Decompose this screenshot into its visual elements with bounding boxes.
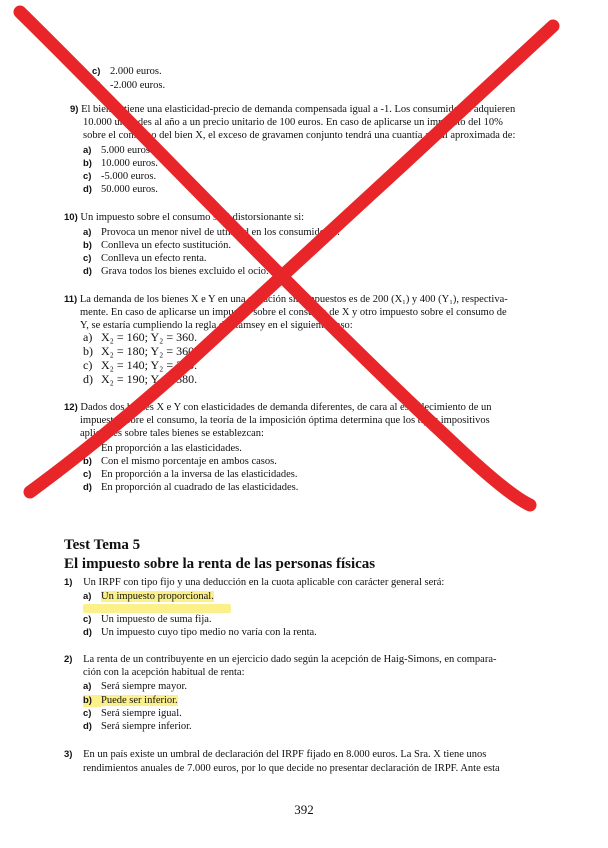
q11-line-2: mente. En caso de aplicarse un impuesto sobre el consumo de X y otro impuesto sobre el consumo de <box>80 307 507 318</box>
option-text: Un impuesto cuyo tipo medio no varía con la renta. <box>101 627 317 638</box>
option-text-highlighted: Un impuesto proporcional. <box>101 591 214 602</box>
option-text: 2.000 euros. <box>110 66 162 77</box>
question-number: 2) <box>64 654 73 665</box>
highlight-mark <box>83 604 231 613</box>
q12-option-a <box>83 443 242 455</box>
page-number: 392 <box>294 802 314 817</box>
option-label: d) <box>83 266 92 277</box>
option-text: Será siempre igual. <box>101 708 182 719</box>
q12-line-2: impuesto sobre el consumo, la teoría de la imposición óptima determina que los tipos impositivos <box>80 415 490 426</box>
option-label: b) <box>83 344 93 358</box>
t2-line-2: ción con la acepción habitual de renta: <box>83 667 245 678</box>
t1-option-d <box>83 627 317 639</box>
q10-line-1 <box>64 212 304 224</box>
q11-option-d <box>83 373 197 385</box>
option-text: Conlleva un efecto sustitución. <box>101 240 232 251</box>
q11-line-3: Y, se estaría cumpliendo la regla de Ramsey en el siguiente caso: <box>80 320 353 331</box>
q12-option-c <box>83 469 298 481</box>
t2-option-b <box>83 695 178 707</box>
q11-option-a <box>83 331 197 343</box>
option-text: En proporción a las elasticidades. <box>101 443 242 454</box>
option-text: Grava todos los bienes excluido el ocio. <box>101 266 269 277</box>
test-subtitle: El impuesto sobre la renta de las personas físicas <box>64 556 376 572</box>
option-label: a) <box>83 591 92 602</box>
q10-option-a <box>83 227 340 239</box>
option-text: Será siempre mayor. <box>101 681 188 692</box>
q10-option-d <box>83 266 269 278</box>
q9-line-2: 10.000 unidades al año a un precio unitario de 100 euros. En caso de aplicarse un impuesto del 10% <box>83 117 503 128</box>
option-label: c) <box>83 708 92 719</box>
q10-option-b <box>83 240 231 252</box>
option-label: d) <box>83 627 92 638</box>
option-label: a) <box>83 227 92 238</box>
question-number: 10) <box>64 212 78 223</box>
question-number: 3) <box>64 749 73 760</box>
option-text: 50.000 euros. <box>101 184 158 195</box>
option-text: -5.000 euros. <box>101 171 157 182</box>
question-number: 12) <box>64 402 78 413</box>
option-label: d) <box>92 80 101 91</box>
option-text-highlighted: Puede ser inferior. <box>101 695 178 706</box>
q11-option-b <box>83 345 197 357</box>
q11-option-c <box>83 359 197 371</box>
t1-option-a <box>83 591 214 603</box>
option-label: b) <box>83 695 101 707</box>
q9-option-d <box>83 184 158 196</box>
prev-option-d <box>92 80 165 92</box>
option-text: En proporción a la inversa de las elasticidades. <box>101 469 298 480</box>
option-label: a) <box>83 330 93 344</box>
option-text: X₂ = 190; Y₂ = 380. <box>101 372 198 386</box>
option-label: b) <box>83 240 92 251</box>
option-text: 10.000 euros. <box>101 158 158 169</box>
question-number: 9) <box>70 104 79 115</box>
option-label: c) <box>83 253 92 264</box>
question-text: En un país existe un umbral de declaración del IRPF fijado en 8.000 euros. La Sra. X tiene unos <box>83 749 487 760</box>
question-number: 11) <box>64 294 78 305</box>
option-text: X₂ = 180; Y₂ = 360. <box>101 344 198 358</box>
option-label: a) <box>83 443 92 454</box>
option-label: c) <box>92 66 101 77</box>
q9-option-c <box>83 171 156 183</box>
test-title: Test Tema 5 <box>64 537 141 553</box>
option-label: d) <box>83 372 93 386</box>
question-text: Un IRPF con tipo fijo y una deducción en la cuota aplicable con carácter general será: <box>83 577 445 588</box>
q12-line-1 <box>64 402 492 414</box>
option-label: a) <box>83 145 92 156</box>
q9-line-3: sobre el consumo del bien X, el exceso de gravamen conjunto tendrá una cuantía anual aproximada de: <box>83 130 516 141</box>
t3-line-1 <box>64 749 486 761</box>
option-label: c) <box>83 614 92 625</box>
prev-option-c <box>92 66 162 78</box>
option-label: c) <box>83 469 92 480</box>
option-text: X₂ = 140; Y₂ = 280. <box>101 358 198 372</box>
option-text: Con el mismo porcentaje en ambos casos. <box>101 456 277 467</box>
t2-option-d <box>83 721 192 733</box>
option-label: b) <box>83 158 92 169</box>
q9-option-a <box>83 145 153 157</box>
t2-line-1 <box>64 654 497 666</box>
q10-option-c <box>83 253 207 265</box>
q9-option-b <box>83 158 158 170</box>
option-text: Un impuesto de suma fija. <box>101 614 212 625</box>
option-text: -2.000 euros. <box>110 80 166 91</box>
option-label: c) <box>83 358 93 372</box>
option-text: 5.000 euros. <box>101 145 153 156</box>
q12-option-d <box>83 482 298 494</box>
t1-option-c <box>83 614 212 626</box>
question-text: La demanda de los bienes X e Y en una situación sin impuestos es de 200 (X₁) y 400 (Y₁), respectiva- <box>79 294 508 305</box>
q12-line-3: aplicables sobre tales bienes se establezcan: <box>80 428 264 439</box>
t2-option-c <box>83 708 182 720</box>
question-text: La renta de un contribuyente en un ejercicio dado según la acepción de Haig-Simons, en compara- <box>83 654 497 665</box>
option-text: Conlleva un efecto renta. <box>101 253 207 264</box>
q9-line-1 <box>70 104 515 116</box>
option-text: Será siempre inferior. <box>101 721 192 732</box>
question-text: Un impuesto sobre el consumo será distorsionante si: <box>80 212 305 223</box>
question-number: 1) <box>64 577 73 588</box>
option-label: d) <box>83 482 92 493</box>
question-text: El bien X tiene una elasticidad-precio de demanda compensada igual a -1. Los consumidores adquieren <box>81 104 516 115</box>
option-label: b) <box>83 456 92 467</box>
t1-line-1 <box>64 577 444 589</box>
t3-line-2: rendimientos anuales de 7.000 euros, por lo que decide no presentar declaración de IRPF. Ante esta <box>83 763 500 774</box>
q12-option-b <box>83 456 277 468</box>
option-label: c) <box>83 171 92 182</box>
q11-line-1 <box>64 294 508 306</box>
t2-option-a <box>83 681 187 693</box>
option-text: En proporción al cuadrado de las elasticidades. <box>101 482 299 493</box>
option-label: a) <box>83 681 92 692</box>
option-text: Provoca un menor nivel de utilidad en los consumidores. <box>101 227 340 238</box>
option-text: X₂ = 160; Y₂ = 360. <box>101 330 198 344</box>
option-label: d) <box>83 721 92 732</box>
option-label: d) <box>83 184 92 195</box>
question-text: Dados dos bienes X e Y con elasticidades de demanda diferentes, de cara al establecimiento de un <box>80 402 492 413</box>
